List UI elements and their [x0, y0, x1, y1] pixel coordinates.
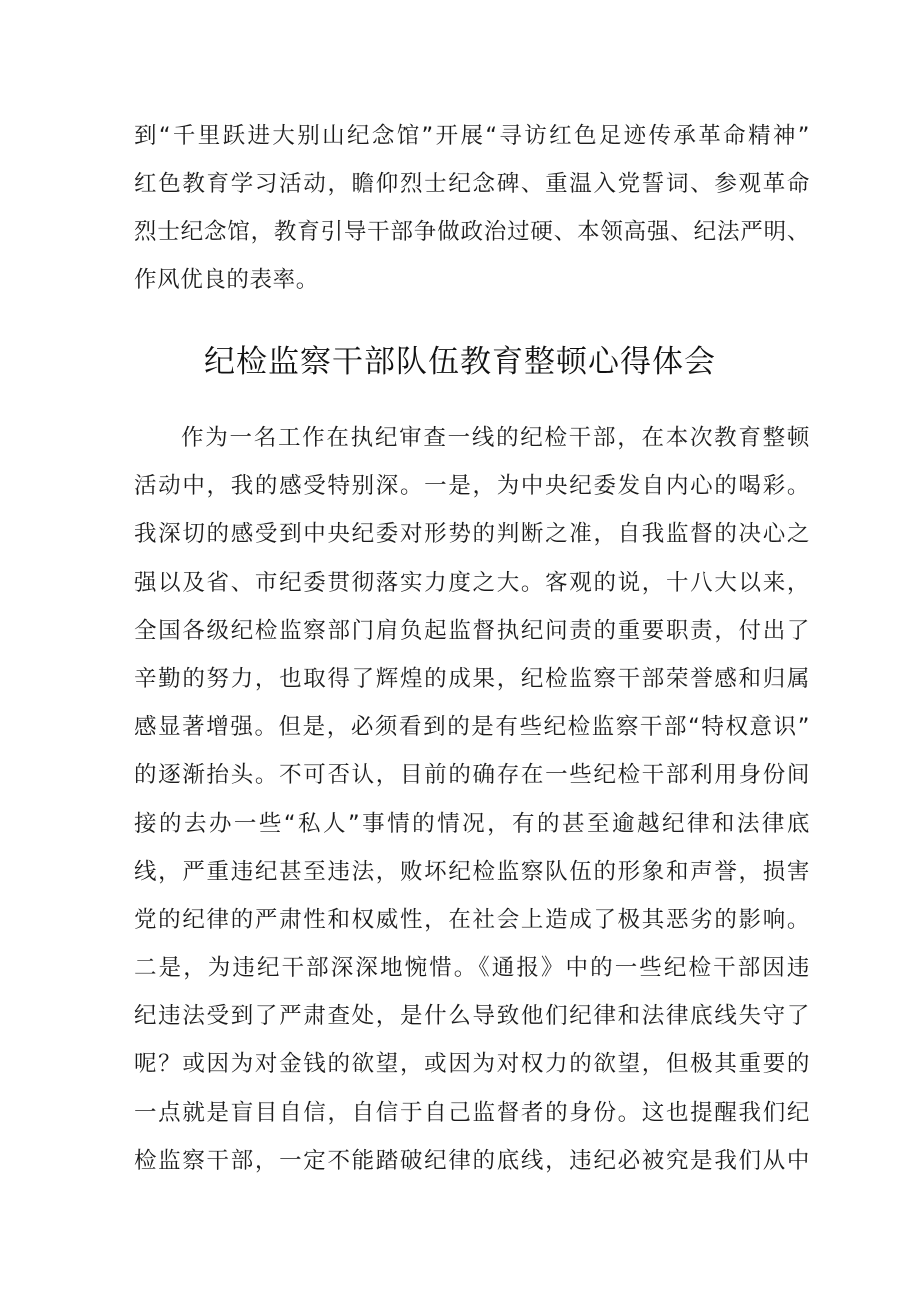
body-line: 检监察干部，一定不能踏破纪律的底线，违纪必被究是我们从中: [134, 1147, 810, 1174]
article-body: [134, 414, 810, 1185]
body-line: 全国各级纪检监察部门肩负起监督执纪问责的重要职责，付出了: [134, 617, 810, 644]
intro-line: 到“千里跃进大别山纪念馆”开展“寻访红色足迹传承革命精神”: [134, 123, 810, 149]
body-line: 二是，为违纪干部深深地惋惜。《通报》中的一些纪检干部因违: [134, 955, 810, 982]
body-line: 的逐渐抬头。不可否认，目前的确存在一些纪检干部利用身份间: [134, 762, 810, 789]
body-line: 感显著增强。但是，必须看到的是有些纪检监察干部“特权意识”: [134, 714, 810, 741]
body-line: 党的纪律的严肃性和权威性，在社会上造成了极其恶劣的影响。: [134, 906, 810, 933]
body-line: 接的去办一些“私人”事情的情况，有的甚至逾越纪律和法律底: [134, 810, 810, 837]
article-title: 纪检监察干部队伍教育整顿心得体会: [204, 344, 716, 380]
body-line: 呢？或因为对金钱的欲望，或因为对权力的欲望，但极其重要的: [134, 1051, 810, 1078]
intro-line: 作风优良的表率。: [134, 267, 319, 293]
body-line: 纪违法受到了严肃查处，是什么导致他们纪律和法律底线失守了: [134, 1003, 810, 1030]
intro-line: 红色教育学习活动，瞻仰烈士纪念碑、重温入党誓词、参观革命: [134, 171, 810, 197]
body-line: 我深切的感受到中央纪委对形势的判断之准，自我监督的决心之: [134, 521, 810, 548]
intro-paragraph: [134, 112, 810, 304]
body-line: 作为一名工作在执纪审查一线的纪检干部，在本次教育整顿: [181, 425, 810, 451]
body-line: 强以及省、市纪委贯彻落实力度之大。客观的说，十八大以来，: [134, 569, 810, 596]
body-line: 线，严重违纪甚至违法，败坏纪检监察队伍的形象和声誉，损害: [134, 858, 810, 885]
body-line: 活动中，我的感受特别深。一是，为中央纪委发自内心的喝彩。: [134, 473, 810, 500]
intro-line: 烈士纪念馆，教育引导干部争做政治过硬、本领高强、纪法严明、: [134, 219, 810, 245]
body-line: 一点就是盲目自信，自信于自己监督者的身份。这也提醒我们纪: [134, 1099, 810, 1126]
body-line: 辛勤的努力，也取得了辉煌的成果，纪检监察干部荣誉感和归属: [134, 665, 810, 692]
